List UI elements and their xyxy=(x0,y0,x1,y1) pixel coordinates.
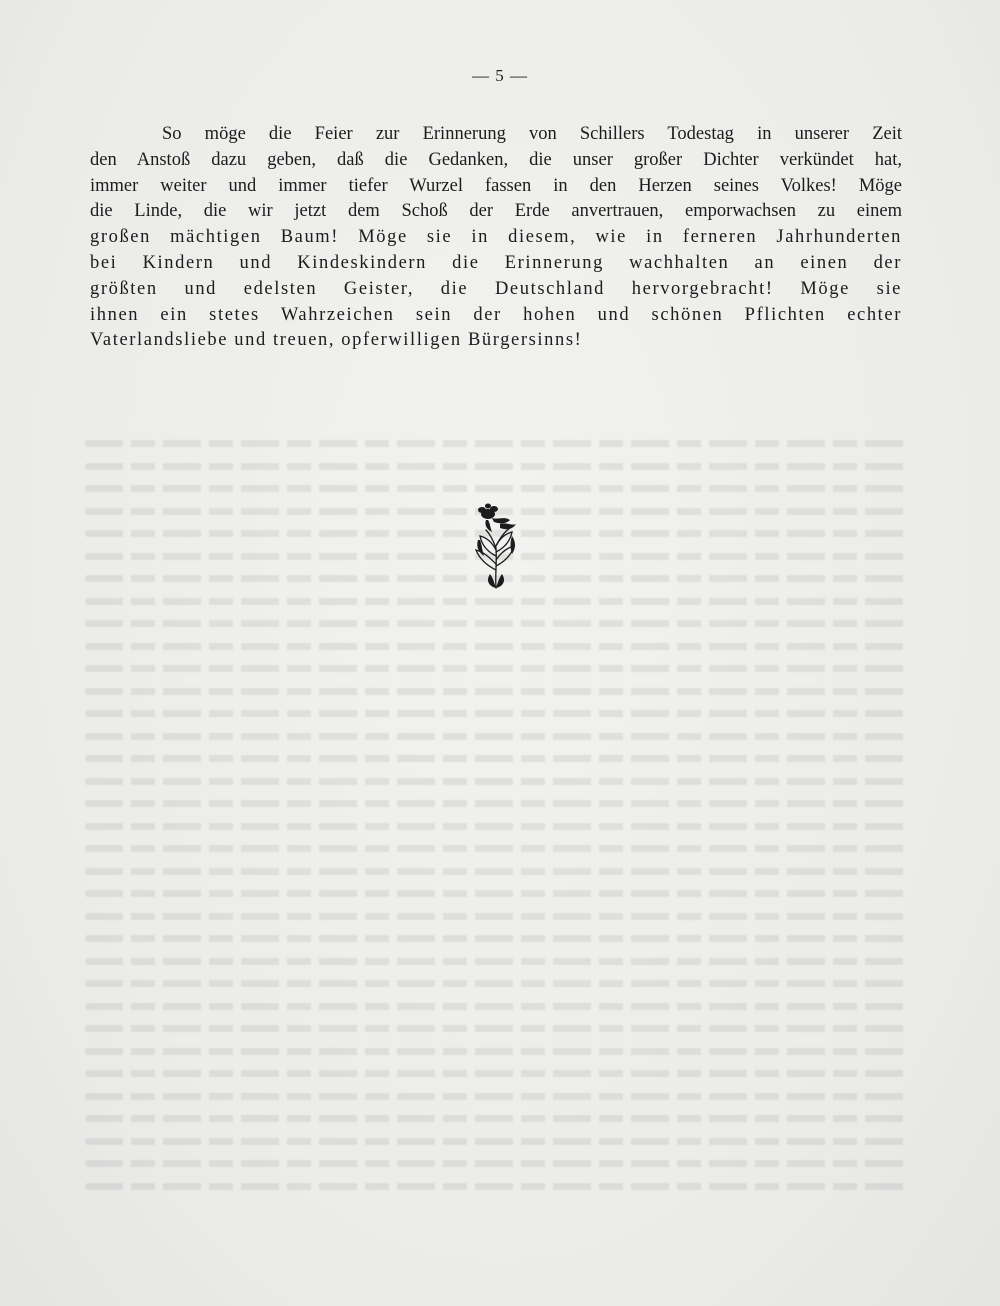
text-line: großen mächtigen Baum! Möge sie in diesem, wie in ferneren Jahrhunderten xyxy=(90,227,902,248)
text-line: größten und edelsten Geister, die Deutschland hervorgebracht! Möge sie xyxy=(90,278,902,299)
text-line: So möge die Feier zur Erinnerung von Schillers Todestag in unserer Zeit xyxy=(162,124,902,144)
text-line: Vaterlandsliebe und treuen, opferwilligen Bürgersinns! xyxy=(90,330,583,351)
text-line: bei Kindern und Kindeskindern die Erinnerung wachhalten an einen der xyxy=(90,252,902,273)
text-line: die Linde, die wir jetzt dem Schoß der Erde anvertrauen, emporwachsen zu einem xyxy=(90,201,902,222)
page-number: — 5 — xyxy=(472,66,528,85)
text-line: immer weiter und immer tiefer Wurzel fassen in den Herzen seines Volkes! Möge xyxy=(90,175,902,196)
text-line: ihnen ein stetes Wahrzeichen sein der hohen und schönen Pflichten echter xyxy=(90,304,902,325)
text-line: den Anstoß dazu geben, daß die Gedanken, die unser großer Dichter verkündet hat, xyxy=(90,149,902,170)
floral-vignette-icon xyxy=(466,500,526,590)
body-paragraph xyxy=(90,122,902,354)
